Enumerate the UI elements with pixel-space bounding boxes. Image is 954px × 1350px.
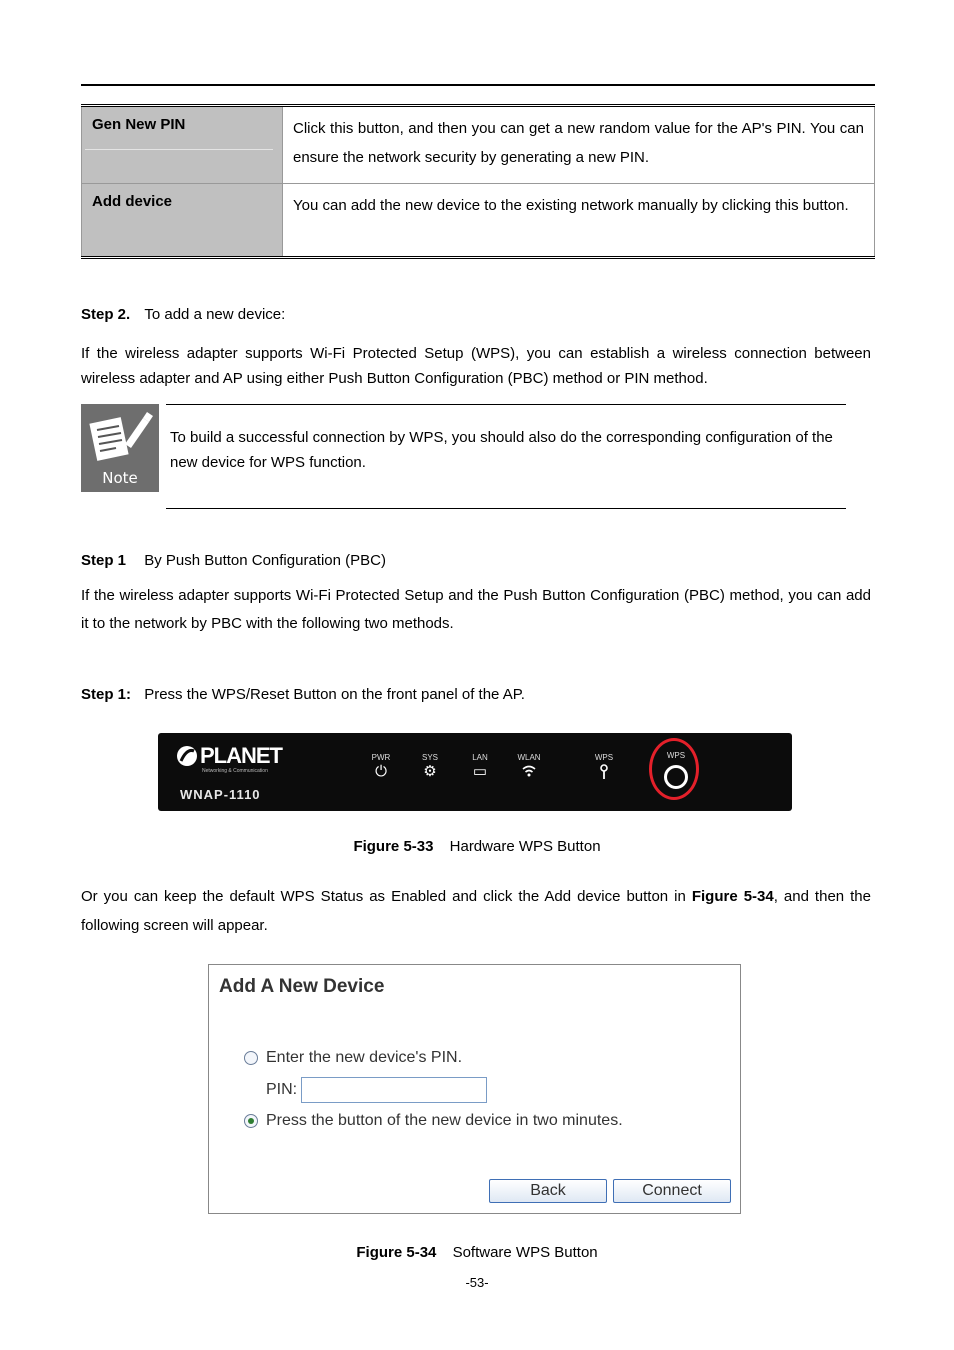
- gear-icon: ⚙: [423, 763, 437, 780]
- pin-method-label: Enter the new device's PIN.: [266, 1049, 463, 1066]
- step-label: Step 1: [81, 552, 127, 569]
- led-lan: LAN ▭: [460, 753, 500, 780]
- note-bottom-rule: [166, 508, 846, 509]
- table-row: [81, 107, 875, 183]
- planet-logo-icon: [176, 745, 198, 771]
- pbc-paragraph: If the wireless adapter supports Wi-Fi Protected Setup and the Push Button Configuration (PBC) method, you can add it to the network by PBC with the following two methods.: [81, 587, 871, 632]
- led-sys: SYS ⚙: [410, 753, 450, 780]
- dialog-title: Add A New Device: [219, 976, 385, 997]
- intro-paragraph: If the wireless adapter supports Wi-Fi Protected Setup (WPS), you can establish a wireless connection between wireless adapter and AP using either Push Button Configuration (PBC) method or PIN method.: [81, 345, 871, 387]
- step2-heading: [81, 302, 871, 327]
- connect-button[interactable]: Connect: [613, 1179, 731, 1203]
- step-text: To add a new device:: [144, 306, 286, 323]
- step-text: Press the WPS/Reset Button on the front panel of the AP.: [144, 686, 525, 703]
- step1-pbc-heading: [81, 548, 871, 573]
- back-button[interactable]: Back: [489, 1179, 607, 1203]
- wps-reset-button[interactable]: [664, 765, 688, 789]
- pbc-method-radio[interactable]: [244, 1114, 258, 1128]
- page-number: -53-: [465, 1275, 489, 1290]
- wifi-icon: [509, 764, 549, 782]
- led-wps: WPS: [584, 753, 624, 784]
- add-device-dialog: [208, 964, 741, 1214]
- figure-caption: Figure 5-34 Software WPS Button: [356, 1244, 598, 1261]
- definition-table: [81, 104, 875, 259]
- hardware-front-panel: [158, 733, 792, 811]
- figure-caption: Figure 5-33 Hardware WPS Button: [353, 838, 601, 855]
- power-icon: ⏻: [375, 763, 387, 780]
- header-rule: [81, 84, 875, 86]
- step-label: Step 1:: [81, 686, 132, 703]
- term-cell: Add device: [82, 184, 283, 256]
- step-text: By Push Button Configuration (PBC): [144, 552, 386, 569]
- pin-method-radio[interactable]: [244, 1051, 258, 1065]
- key-icon: [584, 764, 624, 784]
- note-text: To build a successful connection by WPS, you should also do the corresponding configuration of the new device for WPS function.: [170, 429, 833, 471]
- led-wlan: WLAN: [509, 753, 549, 782]
- led-pwr: PWR ⏻: [361, 753, 401, 780]
- cell-divider: [85, 149, 273, 150]
- svg-text:Note: Note: [102, 469, 138, 487]
- figure-ref: Figure 5-34: [691, 888, 774, 905]
- pin-input[interactable]: [301, 1077, 487, 1103]
- wps-button-label: WPS: [666, 751, 686, 760]
- brand-subtitle: Networking & Communication: [202, 768, 268, 774]
- description-cell: Click this button, and then you can get a new random value for the AP's PIN. You can ensure the network security by generating a new PIN.: [293, 120, 864, 166]
- step1-press-heading: [81, 682, 871, 707]
- model-name: WNAP-1110: [180, 787, 261, 802]
- or-paragraph: Or you can keep the default WPS Status as Enabled and click the Add device button in Figure 5-34, and then the following screen will appear.: [81, 888, 871, 934]
- term-cell: Gen New PIN: [82, 107, 283, 183]
- table-row: [81, 183, 875, 256]
- note-icon: [81, 404, 159, 492]
- pbc-method-label: Press the button of the new device in two minutes.: [266, 1112, 623, 1129]
- lan-icon: ▭: [472, 763, 488, 780]
- note-top-rule: [166, 404, 846, 405]
- brand-name: PLANET: [200, 743, 282, 768]
- pin-label: PIN:: [266, 1081, 298, 1098]
- description-cell: You can add the new device to the existing network manually by clicking this button.: [293, 197, 849, 214]
- step-label: Step 2.: [81, 306, 131, 323]
